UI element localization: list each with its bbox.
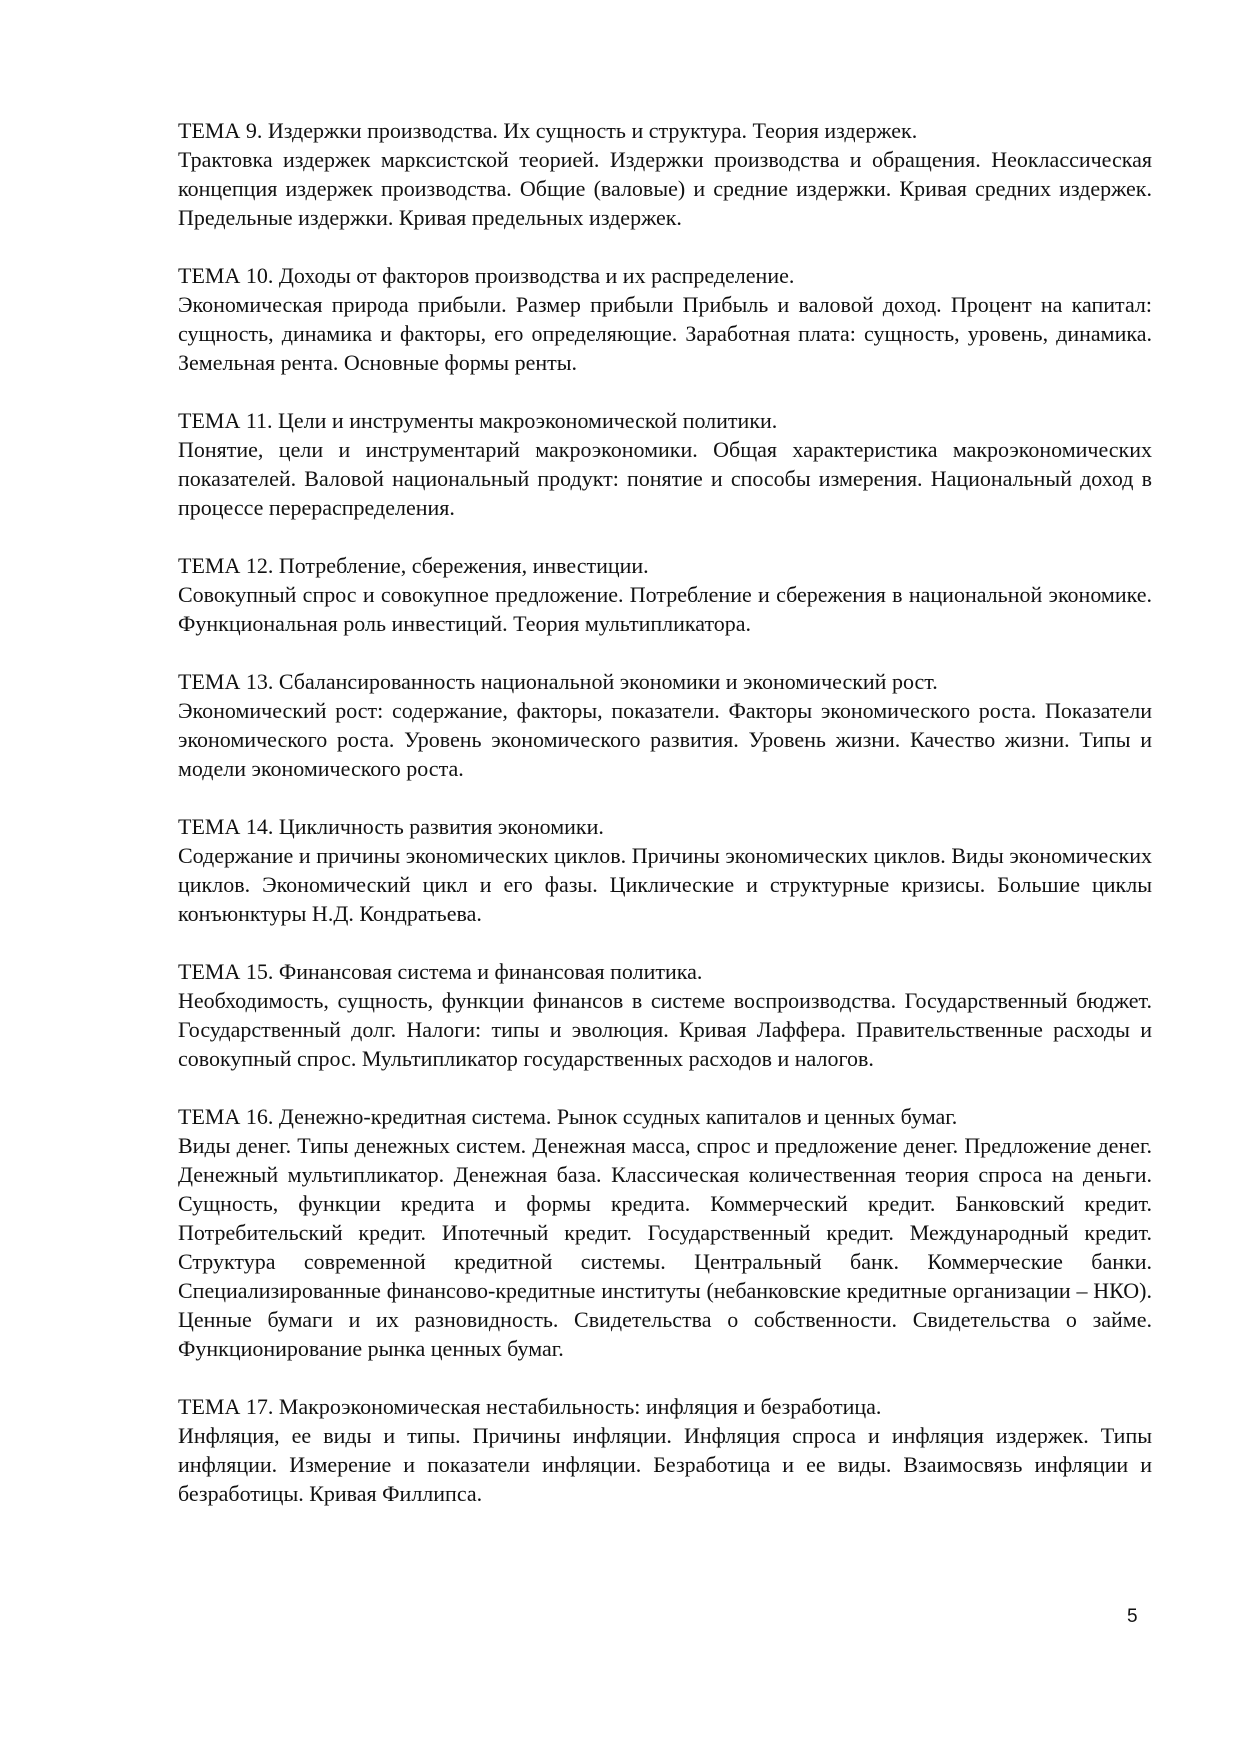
topic-section-17 — [178, 1392, 1152, 1508]
topic-title: ТЕМА 16. Денежно-кредитная система. Рынок ссудных капиталов и ценных бумаг. — [178, 1104, 958, 1129]
topic-body: Совокупный спрос и совокупное предложение. Потребление и сбережения в национальной экономике. Функциональная роль инвестиций. Теория мультипликатора. — [178, 582, 1152, 636]
topic-section-14 — [178, 812, 1152, 928]
topic-section-11 — [178, 406, 1152, 522]
topic-body: Инфляция, ее виды и типы. Причины инфляции. Инфляция спроса и инфляция издержек. Типы инфляции. Измерение и показатели инфляции. Безработица и ее виды. Взаимосвязь инфляции и безработицы. Кривая Филлипса. — [178, 1423, 1152, 1506]
topic-title: ТЕМА 12. Потребление, сбережения, инвестиции. — [178, 553, 649, 578]
topic-body: Виды денег. Типы денежных систем. Денежная масса, спрос и предложение денег. Предложение денег. Денежный мультипликатор. Денежная база. Классическая количественная теория спроса на деньги. Сущность, функции кредита и формы кредита. Коммерческий кредит. Банковский кредит. Потребительский кредит. Ипотечный кредит. Государственный кредит. Международный кредит. Структура современной кредитной системы. Центральный банк. Коммерческие банки. Специализированные финансово-кредитные институты (небанковские кредитные организации – НКО). Ценные бумаги и их разновидность. Свидетельства о собственности. Свидетельства о займе. Функционирование рынка ценных бумаг. — [178, 1133, 1152, 1361]
topic-body: Необходимость, сущность, функции финансов в системе воспроизводства. Государственный бюджет. Государственный долг. Налоги: типы и эволюция. Кривая Лаффера. Правительственные расходы и совокупный спрос. Мультипликатор государственных расходов и налогов. — [178, 988, 1152, 1071]
topic-section-15 — [178, 957, 1152, 1073]
topic-section-9 — [178, 116, 1152, 232]
topic-title: ТЕМА 10. Доходы от факторов производства и их распределение. — [178, 263, 795, 288]
topic-body: Экономический рост: содержание, факторы, показатели. Факторы экономического роста. Показатели экономического роста. Уровень экономического развития. Уровень жизни. Качество жизни. Типы и модели экономического роста. — [178, 698, 1152, 781]
topic-title: ТЕМА 9. Издержки производства. Их сущность и структура. Теория издержек. — [178, 118, 918, 143]
topic-body: Трактовка издержек марксистской теорией. Издержки производства и обращения. Неоклассическая концепция издержек производства. Общие (валовые) и средние издержки. Кривая средних издержек. Предельные издержки. Кривая предельных издержек. — [178, 147, 1152, 230]
topic-section-13 — [178, 667, 1152, 783]
topic-section-10 — [178, 261, 1152, 377]
topic-body: Содержание и причины экономических циклов. Причины экономических циклов. Виды экономических циклов. Экономический цикл и его фазы. Циклические и структурные кризисы. Большие циклы конъюнктуры Н.Д. Кондратьева. — [178, 843, 1152, 926]
topic-title: ТЕМА 14. Цикличность развития экономики. — [178, 814, 604, 839]
topic-title: ТЕМА 17. Макроэкономическая нестабильность: инфляция и безработица. — [178, 1394, 882, 1419]
topic-body: Понятие, цели и инструментарий макроэкономики. Общая характеристика макроэкономических показателей. Валовой национальный продукт: понятие и способы измерения. Национальный доход в процессе перераспределения. — [178, 437, 1152, 520]
page-number: 5 — [1127, 1606, 1138, 1627]
topic-title: ТЕМА 11. Цели и инструменты макроэкономической политики. — [178, 408, 778, 433]
topic-title: ТЕМА 15. Финансовая система и финансовая политика. — [178, 959, 703, 984]
page-content — [178, 116, 1152, 1537]
topic-body: Экономическая природа прибыли. Размер прибыли Прибыль и валовой доход. Процент на капитал: сущность, динамика и факторы, его определяющие. Заработная плата: сущность, уровень, динамика. Земельная рента. Основные формы ренты. — [178, 292, 1152, 375]
topic-section-12 — [178, 551, 1152, 638]
topic-title: ТЕМА 13. Сбалансированность национальной экономики и экономический рост. — [178, 669, 938, 694]
topic-section-16 — [178, 1102, 1152, 1363]
